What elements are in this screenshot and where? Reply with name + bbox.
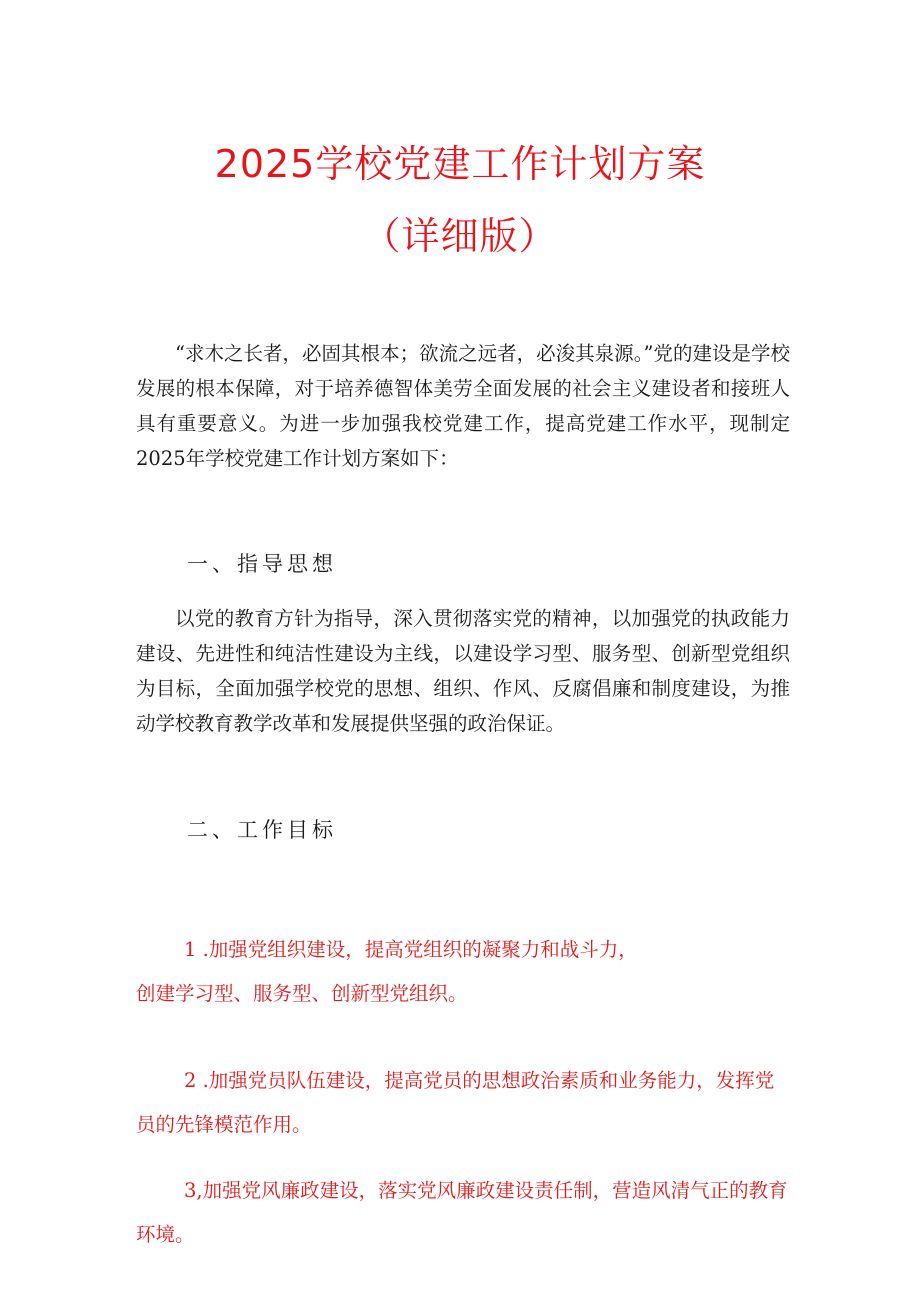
goal-item-line: 员的先锋模范作用。 <box>136 1113 312 1136</box>
goal-item <box>136 1059 790 1147</box>
goal-item-line: 3,加强党风廉政建设，落实党风廉政建设责任制，营造风清气正的教育 <box>184 1179 788 1202</box>
section-heading-guiding-ideology: 一、指导思想 <box>187 552 337 576</box>
goal-item <box>136 1169 790 1257</box>
goal-item-line: 2 .加强党员队伍建设，提高党员的思想政治素质和业务能力，发挥党 <box>184 1069 775 1092</box>
guiding-ideology-paragraph: 以党的教育方针为指导，深入贯彻落实党的精神，以加强党的执政能力建设、先进性和纯洁性建设为主线，以建设学习型、服务型、创新型党组织为目标，全面加强学校党的思想、组织、作风、反腐倡廉和制度建设，为推动学校教育教学改革和发展提供坚强的政治保证。 <box>136 607 790 735</box>
goal-item-line: 环境。 <box>136 1223 195 1246</box>
section-heading-work-goals: 二、工作目标 <box>187 818 337 842</box>
document-subtitle: （详细版） <box>362 214 558 258</box>
goal-item-line: 1 .加强党组织建设，提高党组织的凝聚力和战斗力， <box>184 938 638 961</box>
goal-item-line: 创建学习型、服务型、创新型党组织。 <box>136 982 468 1005</box>
goal-item <box>136 928 790 1016</box>
intro-paragraph: “求木之长者，必固其根本；欲流之远者，必浚其泉源。”党的建设是学校发展的根本保障，对于培养德智体美劳全面发展的社会主义建设者和接班人具有重要意义。为进一步加强我校党建工作，提高党建工作水平，现制定2025年学校党建工作计划方案如下： <box>136 342 790 470</box>
document-title: 2025学校党建工作计划方案 <box>214 142 706 186</box>
